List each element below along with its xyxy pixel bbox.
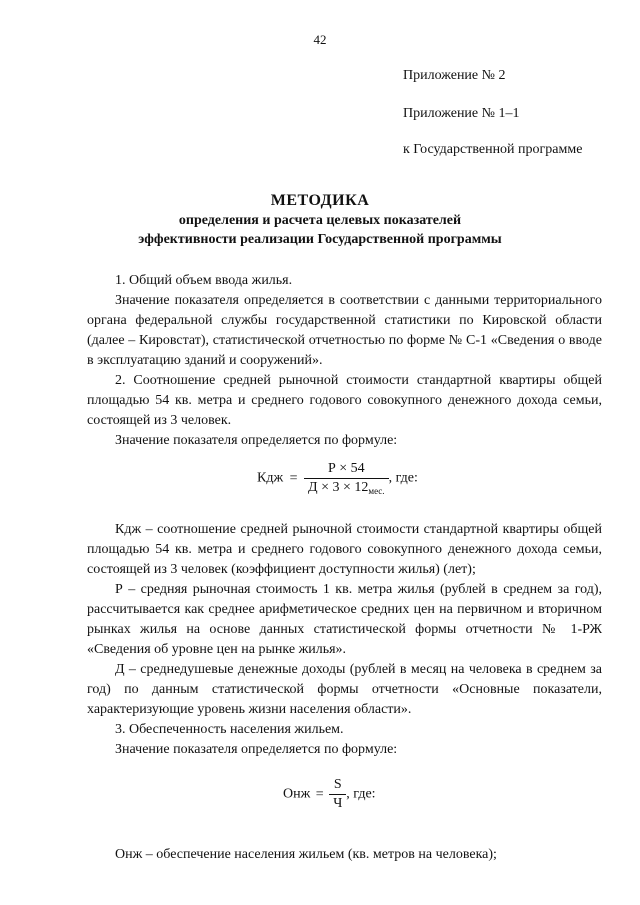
formula-2-lhs: Онж [283,786,311,802]
formula-2-equals: = [315,786,324,802]
formula-1-fraction [304,461,389,496]
indicator-1-description: Значение показателя определяется в соответствии с данными территориального органа федеральной службы государственной статистики по Кировской области (далее – Кировстат), статистической отчетностью по форме № С-1 «Сведения о вводе в эксплуатацию зданий и сооружений». [87,293,602,368]
document-subtitle-line-1: определения и расчета целевых показателей [178,213,462,228]
page-number: 42 [313,32,327,47]
kdj-definition: Кдж – соотношение средней рыночной стоимости стандартной квартиры общей площадью 54 кв. метра и среднего годового совокупного денежного дохода семьи, состоящей из 3 человек (коэффициент доступности жилья) (лет); [87,522,602,577]
indicator-2-heading: 2. Соотношение средней рыночной стоимости стандартной квартиры общей площадью 54 кв. метра и среднего годового совокупного денежного дохода семьи, состоящей из 3 человек. [87,373,602,428]
formula-1-intro: Значение показателя определяется по формуле: [115,433,398,448]
appendix-line-2: Приложение № 1–1 [403,106,520,121]
formula-2-fraction [329,777,346,812]
d-definition: Д – среднедушевые денежные доходы (рублей в месяц на человека в среднем за год) по данным статистической формы отчетности «Основные показатели, характеризующие уровень жизни населения области». [87,662,602,717]
formula-1-equals: = [289,470,298,486]
appendix-line-1: Приложение № 2 [403,68,506,83]
formula-affordability [257,461,418,496]
formula-2-numerator: S [329,777,346,795]
p-definition: Р – средняя рыночная стоимость 1 кв. метра жилья (рублей в среднем за год), рассчитывается как среднее арифметическое средних цен на первичном и вторичном рынках жилья на основе данных статистической формы отчетности № 1-РЖ «Сведения об уровне цен на рынке жилья». [87,582,602,657]
formula-2-intro: Значение показателя определяется по формуле: [115,742,398,757]
indicator-1-heading: 1. Общий объем ввода жилья. [115,273,293,288]
formula-housing-provision [283,777,376,812]
document-title: МЕТОДИКА [270,192,370,209]
formula-1-denominator [304,479,389,496]
formula-1-tail: , где: [388,470,418,486]
formula-2-tail: , где: [346,786,376,802]
formula-1-lhs: Кдж [257,470,284,486]
methodology-section-1 [87,271,602,451]
document-subtitle-line-2: эффективности реализации Государственной программы [138,232,502,247]
indicator-3-heading: 3. Обеспеченность населения жильем. [115,722,344,737]
formula-2-denominator: Ч [333,796,343,811]
formula-1-numerator: Р × 54 [304,461,389,479]
methodology-section-3 [87,845,602,865]
onj-definition: Онж – обеспечение населения жильем (кв. метров на человека); [115,847,497,862]
appendix-line-3: к Государственной программе [403,142,583,157]
formula-1-subscript: мес. [368,486,385,496]
methodology-section-2 [87,520,602,760]
formula-1-denominator-text: Д × 3 × 12 [308,480,369,495]
